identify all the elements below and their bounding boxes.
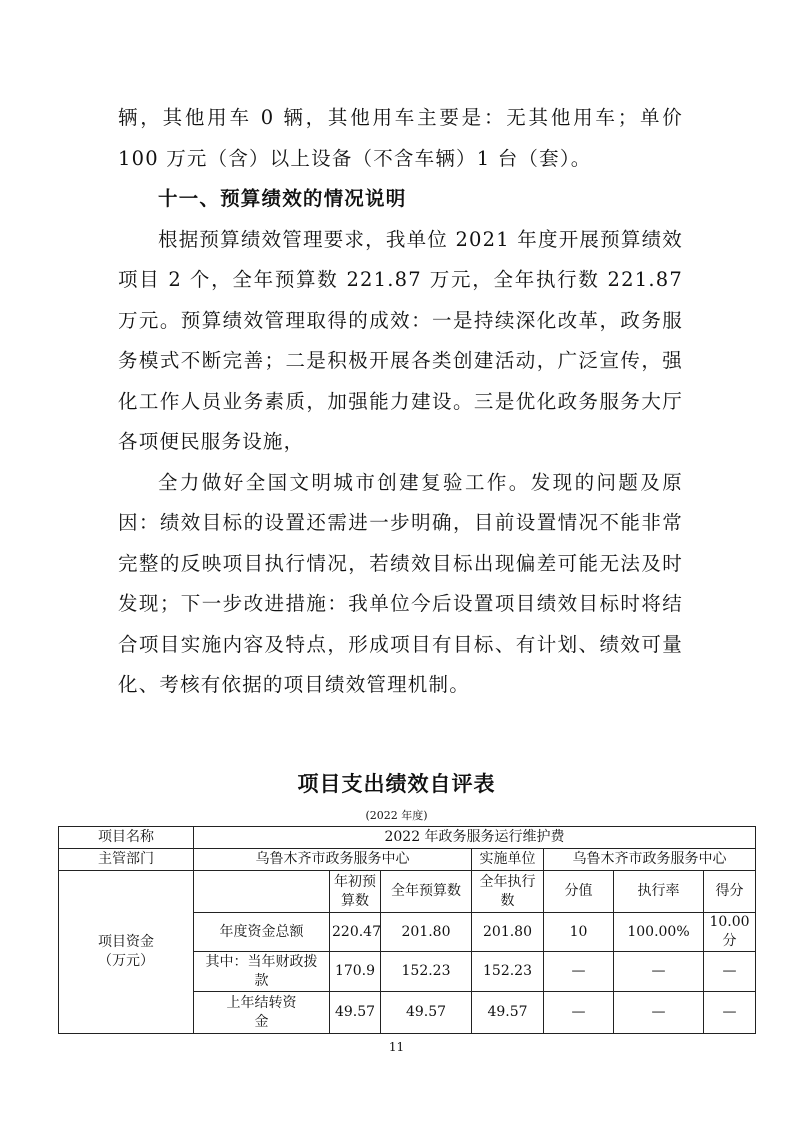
cell-exec: 152.23	[472, 952, 544, 992]
table-title: 项目支出绩效自评表	[297, 772, 496, 796]
table-row	[59, 849, 756, 871]
table-year: (2022 年度)	[365, 809, 428, 822]
cell-initial: 170.9	[330, 952, 381, 992]
row-label: 上年结转资金	[194, 992, 330, 1034]
section-heading: 十一、预算绩效的情况说明	[158, 187, 407, 210]
cell-score: —	[704, 952, 756, 992]
row-label: 其中：当年财政拨款	[194, 952, 330, 992]
paragraph-performance: 根据预算绩效管理要求，我单位 2021 年度开展预算绩效项目 2 个，全年预算数 221.87 万元，全年执行数 221.87 万元。预算绩效管理取得的成效：一是持续深化改革，政务服务模式不断完善；二是积极开展各类创建活动，广泛宣传，强化工作人员业务素质，加强能力建设。三是优化政务服务大厅各项便民服务设施，	[118, 227, 683, 453]
cell-initial: 220.47	[330, 913, 381, 952]
header-initial-budget: 年初预算数	[330, 871, 381, 913]
evaluation-table	[58, 826, 756, 1034]
project-name-label: 项目名称	[59, 827, 194, 849]
cell-budget: 49.57	[381, 992, 472, 1034]
paragraph-vehicles: 辆，其他用车 0 辆，其他用车主要是：无其他用车；单价 100 万元（含）以上设备（不含车辆）1 台（套）。	[118, 106, 683, 170]
impl-value: 乌鲁木齐市政务服务中心	[544, 849, 756, 871]
empty-cell	[194, 871, 330, 913]
cell-score: —	[704, 992, 756, 1034]
cell-value: —	[544, 952, 614, 992]
row-label: 年度资金总额	[194, 913, 330, 952]
header-exec-rate: 执行率	[614, 871, 704, 913]
header-annual-exec: 全年执行数	[472, 871, 544, 913]
cell-rate: —	[614, 952, 704, 992]
paragraph-issues: 全力做好全国文明城市创建复验工作。发现的问题及原因：绩效目标的设置还需进一步明确，目前设置情况不能非常完整的反映项目执行情况，若绩效目标出现偏差可能无法及时发现；下一步改进措施：我单位今后设置项目绩效目标时将结合项目实施内容及特点，形成项目有目标、有计划、绩效可量化、考核有依据的项目绩效管理机制。	[118, 470, 683, 696]
cell-value: —	[544, 992, 614, 1034]
funds-label: 项目资金（万元）	[59, 871, 194, 1034]
header-annual-budget: 全年预算数	[381, 871, 472, 913]
cell-score: 10.00 分	[704, 913, 756, 952]
impl-label: 实施单位	[472, 849, 544, 871]
table-header-row	[59, 871, 756, 913]
body-text	[118, 98, 683, 706]
header-score-value: 分值	[544, 871, 614, 913]
project-name-value: 2022 年政务服务运行维护费	[194, 827, 756, 849]
header-score: 得分	[704, 871, 756, 913]
page-number: 11	[388, 1040, 405, 1054]
cell-budget: 201.80	[381, 913, 472, 952]
dept-label: 主管部门	[59, 849, 194, 871]
cell-initial: 49.57	[330, 992, 381, 1034]
cell-rate: —	[614, 992, 704, 1034]
cell-exec: 49.57	[472, 992, 544, 1034]
cell-budget: 152.23	[381, 952, 472, 992]
table-row	[59, 827, 756, 849]
dept-value: 乌鲁木齐市政务服务中心	[194, 849, 472, 871]
cell-value: 10	[544, 913, 614, 952]
cell-exec: 201.80	[472, 913, 544, 952]
cell-rate: 100.00%	[614, 913, 704, 952]
